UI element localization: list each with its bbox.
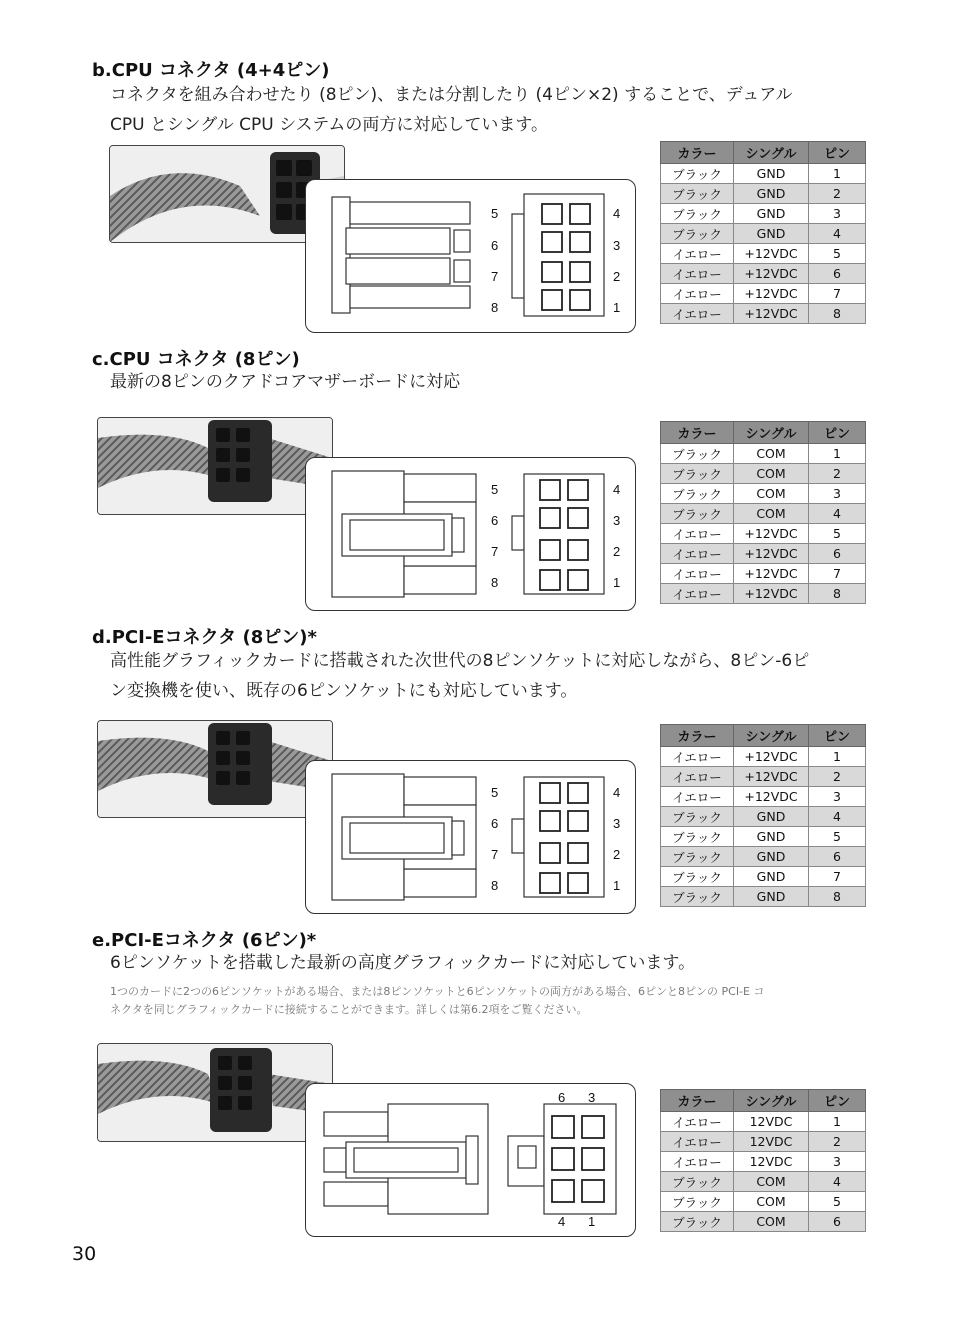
cell-pin: 1 xyxy=(809,1112,866,1132)
cell-pin: 7 xyxy=(809,867,866,887)
cell-color: イエロー xyxy=(661,1132,734,1152)
cell-pin: 2 xyxy=(809,1132,866,1152)
cell-pin: 8 xyxy=(809,887,866,907)
section-title-text: CPU コネクタ (8ピン) xyxy=(109,349,300,370)
cell-pin: 1 xyxy=(809,747,866,767)
desc-line: CPU とシングル CPU システムの両方に対応しています。 xyxy=(110,115,549,135)
table-row xyxy=(661,887,866,907)
pin-label: 4 xyxy=(613,482,621,497)
pin-label: 2 xyxy=(613,847,621,862)
cell-signal: +12VDC xyxy=(734,284,809,304)
cell-color: ブラック xyxy=(661,887,734,907)
cell-color: イエロー xyxy=(661,524,734,544)
desc-line: 6ピンソケットを搭載した最新の高度グラフィックカードに対応しています。 xyxy=(110,953,696,973)
pin-label: 4 xyxy=(613,206,621,221)
cell-color: ブラック xyxy=(661,847,734,867)
cell-signal: GND xyxy=(734,184,809,204)
pinout-diagram xyxy=(305,179,636,333)
table-header: シングル xyxy=(734,1090,809,1112)
cell-color: イエロー xyxy=(661,544,734,564)
cell-signal: COM xyxy=(734,464,809,484)
table-row xyxy=(661,244,866,264)
cell-color: ブラック xyxy=(661,867,734,887)
pin-label: 8 xyxy=(491,575,499,590)
table-header: シングル xyxy=(734,142,809,164)
pin-label: 4 xyxy=(613,785,621,800)
cell-pin: 1 xyxy=(809,444,866,464)
table-row xyxy=(661,544,866,564)
cell-color: イエロー xyxy=(661,244,734,264)
pin-label: 1 xyxy=(613,300,621,315)
table-row xyxy=(661,1192,866,1212)
cell-pin: 8 xyxy=(809,304,866,324)
cable-photo-illustration xyxy=(98,1044,332,1141)
table-header: カラー xyxy=(661,142,734,164)
pin-label: 5 xyxy=(491,482,499,497)
table-row xyxy=(661,304,866,324)
cell-pin: 3 xyxy=(809,787,866,807)
table-row xyxy=(661,224,866,244)
cell-signal: +12VDC xyxy=(734,584,809,604)
cell-signal: 12VDC xyxy=(734,1152,809,1172)
cell-signal: GND xyxy=(734,164,809,184)
cell-signal: +12VDC xyxy=(734,767,809,787)
cell-color: ブラック xyxy=(661,807,734,827)
table-header: ピン xyxy=(809,725,866,747)
cell-color: イエロー xyxy=(661,304,734,324)
note-line: 1つのカードに2つの6ピンソケットがある場合、または8ピンソケットと6ピンソケットの両方がある場合、6ピンと8ピンの PCI-E コ xyxy=(110,985,765,998)
cell-signal: +12VDC xyxy=(734,544,809,564)
cell-pin: 8 xyxy=(809,584,866,604)
section-title-text: PCI-Eコネクタ (8ピン)* xyxy=(111,627,317,648)
cable-photo-illustration xyxy=(98,721,332,817)
section-c-description xyxy=(110,367,460,397)
table-row xyxy=(661,1132,866,1152)
pin-label: 7 xyxy=(491,269,499,284)
pin-label: 3 xyxy=(588,1090,596,1105)
table-row xyxy=(661,164,866,184)
pin-label: 6 xyxy=(491,238,499,253)
cell-color: イエロー xyxy=(661,767,734,787)
cell-color: イエロー xyxy=(661,564,734,584)
pinout-table xyxy=(660,421,866,604)
section-title-text: PCI-Eコネクタ (6ピン)* xyxy=(111,930,317,951)
cell-signal: 12VDC xyxy=(734,1132,809,1152)
table-row xyxy=(661,827,866,847)
pin-label: 7 xyxy=(491,847,499,862)
cell-signal: COM xyxy=(734,444,809,464)
cell-color: イエロー xyxy=(661,787,734,807)
cell-signal: GND xyxy=(734,887,809,907)
pin-label: 6 xyxy=(558,1090,566,1105)
cell-pin: 5 xyxy=(809,827,866,847)
cell-color: イエロー xyxy=(661,1112,734,1132)
table-row xyxy=(661,444,866,464)
pin-label: 3 xyxy=(613,238,621,253)
section-letter: e. xyxy=(92,930,112,951)
note-line: ネクタを同じグラフィックカードに接続することができます。詳しくは第6.2項をご覧ください。 xyxy=(110,1003,588,1016)
cell-signal: GND xyxy=(734,867,809,887)
cell-pin: 4 xyxy=(809,807,866,827)
cell-signal: COM xyxy=(734,1192,809,1212)
table-header: ピン xyxy=(809,142,866,164)
table-row xyxy=(661,1152,866,1172)
pinout-table xyxy=(660,724,866,907)
desc-line: コネクタを組み合わせたり (8ピン)、または分割したり (4ピン×2) することで、デュアル xyxy=(110,85,793,105)
cell-pin: 4 xyxy=(809,1172,866,1192)
pin-label: 8 xyxy=(491,878,499,893)
cell-signal: COM xyxy=(734,1212,809,1232)
table-row xyxy=(661,767,866,787)
cell-pin: 3 xyxy=(809,1152,866,1172)
pin-label: 5 xyxy=(491,785,499,800)
table-row xyxy=(661,807,866,827)
pin-label: 3 xyxy=(613,816,621,831)
pin-label: 2 xyxy=(613,544,621,559)
cell-signal: +12VDC xyxy=(734,244,809,264)
table-row xyxy=(661,284,866,304)
cell-signal: +12VDC xyxy=(734,524,809,544)
cell-signal: COM xyxy=(734,1172,809,1192)
pin-label: 1 xyxy=(613,575,621,590)
cell-color: ブラック xyxy=(661,827,734,847)
cell-pin: 2 xyxy=(809,464,866,484)
cell-pin: 6 xyxy=(809,544,866,564)
cell-pin: 5 xyxy=(809,524,866,544)
cell-signal: GND xyxy=(734,224,809,244)
pinout-diagram xyxy=(305,1083,636,1237)
table-row xyxy=(661,847,866,867)
desc-line: ン変換機を使い、既存の6ピンソケットにも対応しています。 xyxy=(110,681,578,701)
cell-color: ブラック xyxy=(661,224,734,244)
table-header: シングル xyxy=(734,422,809,444)
cell-pin: 5 xyxy=(809,1192,866,1212)
cell-signal: COM xyxy=(734,504,809,524)
pin-label: 2 xyxy=(613,269,621,284)
table-row xyxy=(661,524,866,544)
connector-drawing xyxy=(306,180,635,332)
table-row xyxy=(661,747,866,767)
desc-line: 最新の8ピンのクアドコアマザーボードに対応 xyxy=(110,372,461,392)
table-header: ピン xyxy=(809,1090,866,1112)
cell-color: イエロー xyxy=(661,264,734,284)
table-row xyxy=(661,264,866,284)
connector-drawing xyxy=(306,761,635,913)
cell-pin: 6 xyxy=(809,1212,866,1232)
table-row xyxy=(661,584,866,604)
table-row xyxy=(661,564,866,584)
section-letter: d. xyxy=(92,627,112,648)
section-d-description xyxy=(110,646,809,706)
table-row xyxy=(661,484,866,504)
pin-label: 6 xyxy=(491,816,499,831)
table-header: カラー xyxy=(661,1090,734,1112)
cell-pin: 1 xyxy=(809,164,866,184)
cable-photo xyxy=(97,417,333,515)
section-e-description xyxy=(110,948,695,978)
desc-line: 高性能グラフィックカードに搭載された次世代の8ピンソケットに対応しながら、8ピン-6ピ xyxy=(110,651,810,671)
table-header: カラー xyxy=(661,422,734,444)
cell-color: ブラック xyxy=(661,1172,734,1192)
cell-color: イエロー xyxy=(661,584,734,604)
pin-label: 7 xyxy=(491,544,499,559)
cell-pin: 2 xyxy=(809,184,866,204)
cell-signal: 12VDC xyxy=(734,1112,809,1132)
cell-signal: +12VDC xyxy=(734,747,809,767)
cell-pin: 4 xyxy=(809,224,866,244)
cable-photo xyxy=(97,720,333,818)
pin-label: 1 xyxy=(588,1214,596,1229)
section-letter: b. xyxy=(92,60,112,81)
cable-photo xyxy=(97,1043,333,1142)
pinout-table xyxy=(660,1089,866,1232)
table-header: カラー xyxy=(661,725,734,747)
cell-color: ブラック xyxy=(661,184,734,204)
cable-photo-illustration xyxy=(98,418,332,514)
pin-label: 1 xyxy=(613,878,621,893)
table-header: シングル xyxy=(734,725,809,747)
cell-color: ブラック xyxy=(661,1192,734,1212)
cell-signal: GND xyxy=(734,807,809,827)
cell-color: ブラック xyxy=(661,204,734,224)
cell-pin: 4 xyxy=(809,504,866,524)
cell-signal: GND xyxy=(734,847,809,867)
table-row xyxy=(661,787,866,807)
section-b-description xyxy=(110,80,793,140)
pin-label: 8 xyxy=(491,300,499,315)
table-header: ピン xyxy=(809,422,866,444)
cell-color: ブラック xyxy=(661,1212,734,1232)
pin-label: 6 xyxy=(491,513,499,528)
table-row xyxy=(661,1172,866,1192)
pin-label: 5 xyxy=(491,206,499,221)
cell-color: ブラック xyxy=(661,484,734,504)
cell-pin: 3 xyxy=(809,204,866,224)
cell-pin: 7 xyxy=(809,284,866,304)
table-row xyxy=(661,867,866,887)
cell-signal: +12VDC xyxy=(734,264,809,284)
cell-pin: 7 xyxy=(809,564,866,584)
cell-pin: 2 xyxy=(809,767,866,787)
table-row xyxy=(661,184,866,204)
section-e-note xyxy=(110,983,880,1019)
cell-pin: 6 xyxy=(809,264,866,284)
cell-color: イエロー xyxy=(661,747,734,767)
table-row xyxy=(661,204,866,224)
connector-drawing xyxy=(306,1084,635,1236)
cell-pin: 5 xyxy=(809,244,866,264)
table-row xyxy=(661,1212,866,1232)
cell-signal: +12VDC xyxy=(734,304,809,324)
cell-color: ブラック xyxy=(661,444,734,464)
pin-label: 3 xyxy=(613,513,621,528)
pin-label: 4 xyxy=(558,1214,566,1229)
pinout-table xyxy=(660,141,866,324)
section-b-title xyxy=(92,56,330,82)
table-row xyxy=(661,1112,866,1132)
cell-signal: +12VDC xyxy=(734,787,809,807)
cell-pin: 6 xyxy=(809,847,866,867)
cell-signal: GND xyxy=(734,204,809,224)
pinout-diagram xyxy=(305,760,636,914)
connector-drawing xyxy=(306,458,635,610)
cell-color: ブラック xyxy=(661,164,734,184)
cell-color: イエロー xyxy=(661,284,734,304)
section-title-text: CPU コネクタ (4+4ピン) xyxy=(111,60,330,81)
cell-color: ブラック xyxy=(661,504,734,524)
cell-color: イエロー xyxy=(661,1152,734,1172)
cell-signal: GND xyxy=(734,827,809,847)
table-row xyxy=(661,464,866,484)
pinout-diagram xyxy=(305,457,636,611)
cell-signal: +12VDC xyxy=(734,564,809,584)
cell-pin: 3 xyxy=(809,484,866,504)
page-number: 30 xyxy=(72,1243,97,1265)
section-letter: c. xyxy=(92,349,110,370)
cell-color: ブラック xyxy=(661,464,734,484)
cell-signal: COM xyxy=(734,484,809,504)
table-row xyxy=(661,504,866,524)
